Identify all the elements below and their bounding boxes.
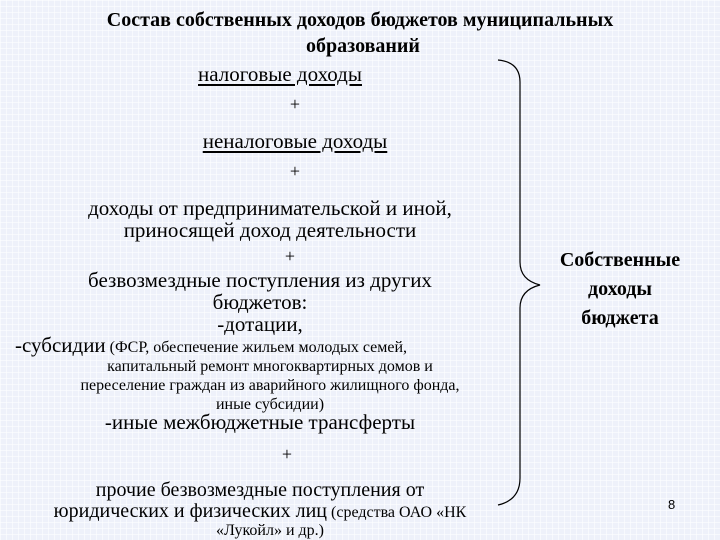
subsidies-detail-line-4: иные субсидии) xyxy=(215,396,325,413)
other-transfers-item: -иные межбюджетные трансферты xyxy=(104,410,416,434)
own-revenue-result xyxy=(535,246,705,333)
business-income-line-2: приносящей доход деятельности xyxy=(123,218,417,242)
tax-revenue-label: налоговые доходы xyxy=(198,62,362,86)
business-income-line-1: доходы от предпринимательской и иной, xyxy=(88,196,452,220)
grants-line-1: безвозмездные поступления из других xyxy=(88,268,432,292)
plus-sign: + xyxy=(289,94,301,114)
title-line-2: образований xyxy=(306,35,420,57)
other-receipts-main: юридических и физических лиц xyxy=(53,500,328,522)
plus-sign: + xyxy=(281,444,293,464)
result-line-1: Собственные xyxy=(559,249,681,271)
brace-curve xyxy=(498,60,540,505)
other-receipts-line-1: прочие безвозмездные поступления от xyxy=(95,479,425,501)
page-number: 8 xyxy=(668,497,676,512)
title-line-1: Состав собственных доходов бюджетов муниципальных xyxy=(106,9,614,31)
other-receipts-line-3: «Лукойл» и др.) xyxy=(216,522,324,539)
subsidies-detail-line-1: (ФСР, обеспечение жильем молодых семей, xyxy=(109,339,408,356)
subsidies-detail-line-3: переселение граждан из аварийного жилищного фонда, xyxy=(80,377,460,394)
grants-line-3: -дотации, xyxy=(217,312,303,336)
other-receipts-note: (средства ОАО «НК xyxy=(331,504,467,521)
result-line-3: бюджета xyxy=(581,307,659,329)
plus-sign: + xyxy=(289,161,301,181)
grants-line-2: бюджетов: xyxy=(212,290,308,314)
result-line-2: доходы xyxy=(587,278,652,300)
plus-sign: + xyxy=(284,246,296,266)
subsidies-detail-line-2: капитальный ремонт многоквартирных домов и xyxy=(107,358,433,375)
nontax-revenue-label: неналоговые доходы xyxy=(202,129,388,153)
subsidies-lead: -субсидии xyxy=(15,333,106,357)
